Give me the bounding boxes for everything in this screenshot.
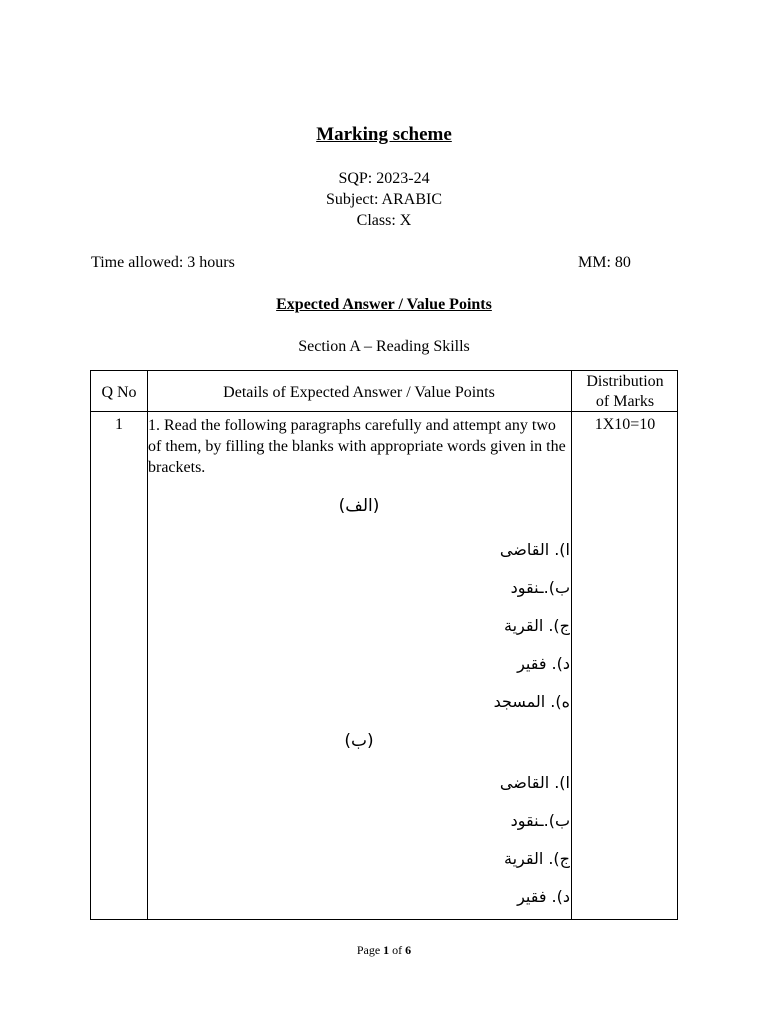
expected-answer-heading: Expected Answer / Value Points xyxy=(276,296,492,313)
answer-a-4: د). فقير xyxy=(517,654,570,673)
subject-line: Subject: ARABIC xyxy=(325,191,442,208)
group-b-label: (ب) xyxy=(344,731,374,751)
sqp-line: SQP: 2023-24 xyxy=(338,170,430,187)
header-marks-line1: Distribution xyxy=(586,373,664,390)
header-details: Details of Expected Answer / Value Points xyxy=(223,384,495,401)
row1-question: 1. Read the following paragraphs carefully and attempt any two of them, by filling the blanks with appropriate words given in the brackets. xyxy=(148,417,566,476)
page-prefix: Page xyxy=(356,943,381,957)
header-marks-line2: of Marks xyxy=(595,393,655,410)
answer-a-5: ه). المسجد xyxy=(493,692,570,711)
page-footer xyxy=(0,943,768,958)
time-allowed: Time allowed: 3 hours xyxy=(91,254,235,271)
row1-marks: 1X10=10 xyxy=(594,416,656,433)
answer-a-1: ا). القاضى xyxy=(499,540,570,559)
answer-b-2: ب).ـنقود xyxy=(510,811,570,830)
header-qno: Q No xyxy=(101,384,137,401)
class-line: Class: X xyxy=(356,212,412,229)
group-a-label: (الف) xyxy=(338,496,380,516)
column-divider-2 xyxy=(571,371,572,919)
max-marks: MM: 80 xyxy=(578,254,631,271)
section-heading: Section A – Reading Skills xyxy=(298,338,470,355)
answer-b-4: د). فقير xyxy=(517,887,570,906)
row1-qno: 1 xyxy=(115,416,123,433)
answer-b-1: ا). القاضى xyxy=(499,773,570,792)
answer-a-3: ج). القرية xyxy=(503,616,570,635)
answer-b-3: ج). القرية xyxy=(503,849,570,868)
document-title: Marking scheme xyxy=(316,124,452,145)
page-of: of xyxy=(392,943,403,957)
answer-a-2: ب).ـنقود xyxy=(510,578,570,597)
page-total: 6 xyxy=(405,943,412,957)
page-current: 1 xyxy=(383,943,390,957)
marking-table xyxy=(90,370,678,920)
